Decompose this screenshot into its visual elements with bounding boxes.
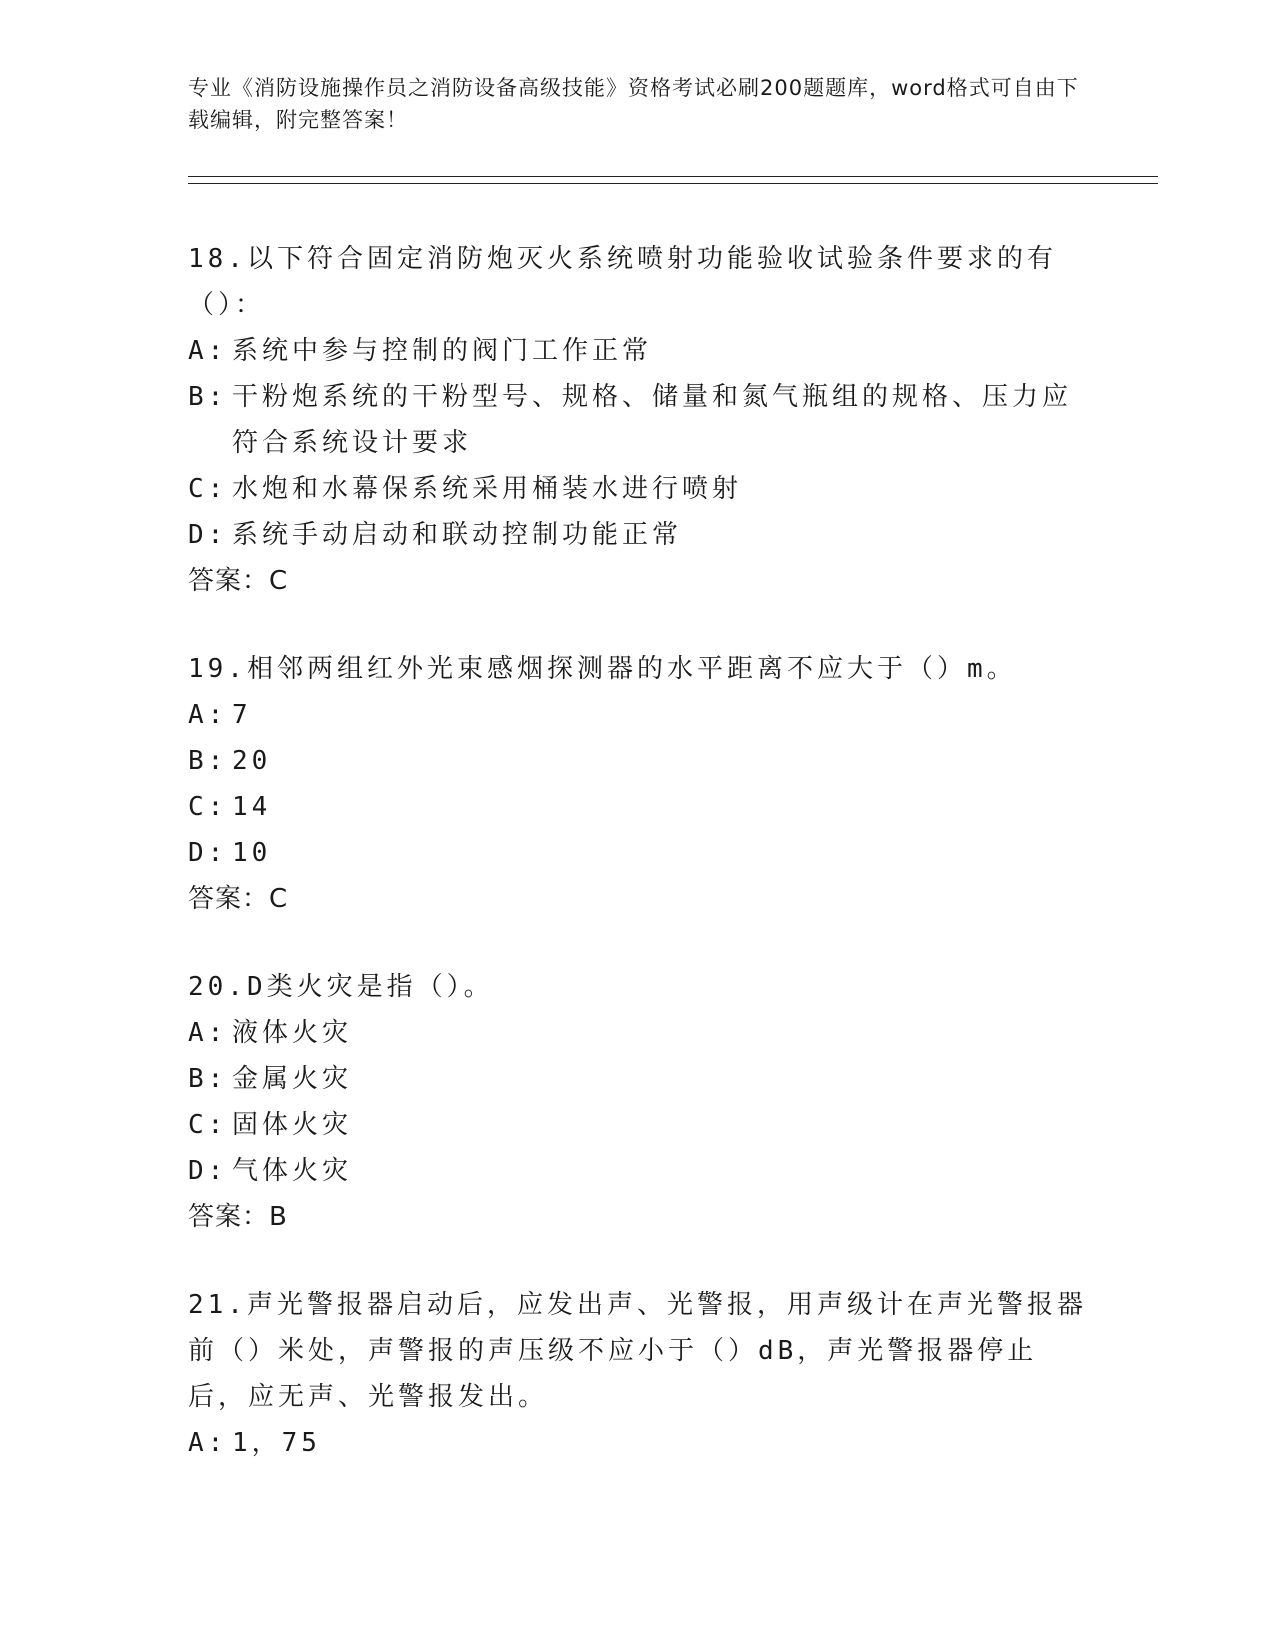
option-letter: C: [188, 1110, 228, 1140]
option-a [188, 692, 1088, 738]
document-header: 专业《消防设施操作员之消防设备高级技能》资格考试必刷200题题库，word格式可自由下载编辑，附完整答案！ [188, 76, 1079, 132]
option-letter: D: [188, 1156, 228, 1186]
option-letter: C: [188, 474, 228, 504]
header-rule-bottom [188, 183, 1158, 184]
question-stem: 20.D类火灾是指（）。 [188, 972, 494, 1002]
option-c [188, 784, 1088, 830]
option-text: 7 [232, 700, 252, 730]
option-text: 固体火灾 [232, 1110, 353, 1140]
option-b [188, 1056, 1088, 1102]
option-letter: B: [188, 382, 228, 412]
answer-line: 答案：C [188, 566, 289, 596]
option-text: 液体火灾 [232, 1018, 353, 1048]
option-d [188, 512, 1088, 558]
option-letter: B: [188, 746, 228, 776]
option-letter: A: [188, 700, 228, 730]
question-19 [188, 646, 1088, 922]
option-letter: A: [188, 1428, 228, 1458]
answer-line: 答案：C [188, 884, 289, 914]
option-letter: C: [188, 792, 228, 822]
option-text: 20 [232, 746, 272, 776]
option-text: 系统手动启动和联动控制功能正常 [232, 520, 683, 550]
question-stem: 18.以下符合固定消防炮灭火系统喷射功能验收试验条件要求的有（）： [188, 244, 1057, 320]
question-21 [188, 1282, 1088, 1466]
question-stem: 21.声光警报器启动后，应发出声、光警报，用声级计在声光警报器前（）米处，声警报的声压级不应小于（）dB，声光警报器停止后，应无声、光警报发出。 [188, 1290, 1087, 1412]
option-letter: A: [188, 1018, 228, 1048]
option-letter: D: [188, 520, 228, 550]
option-text: 14 [232, 792, 272, 822]
answer-line: 答案：B [188, 1202, 288, 1232]
option-text: 气体火灾 [232, 1156, 353, 1186]
option-b [188, 374, 1088, 466]
option-a [188, 1420, 1088, 1466]
option-text: 水炮和水幕保系统采用桶装水进行喷射 [232, 474, 743, 504]
option-text: 系统中参与控制的阀门工作正常 [232, 336, 653, 366]
option-text: 10 [232, 838, 272, 868]
question-18 [188, 236, 1088, 604]
option-letter: B: [188, 1064, 228, 1094]
option-a [188, 1010, 1088, 1056]
option-c [188, 1102, 1088, 1148]
option-a [188, 328, 1088, 374]
option-d [188, 1148, 1088, 1194]
option-letter: A: [188, 336, 228, 366]
question-20 [188, 964, 1088, 1240]
option-text: 干粉炮系统的干粉型号、规格、储量和氮气瓶组的规格、压力应符合系统设计要求 [232, 382, 1073, 458]
option-text: 1，75 [232, 1428, 321, 1458]
option-letter: D: [188, 838, 228, 868]
option-b [188, 738, 1088, 784]
option-text: 金属火灾 [232, 1064, 353, 1094]
header-rule-top [188, 176, 1158, 177]
option-d [188, 830, 1088, 876]
option-c [188, 466, 1088, 512]
question-list [188, 236, 1088, 1508]
question-stem: 19.相邻两组红外光束感烟探测器的水平距离不应大于（）m。 [188, 654, 1017, 684]
